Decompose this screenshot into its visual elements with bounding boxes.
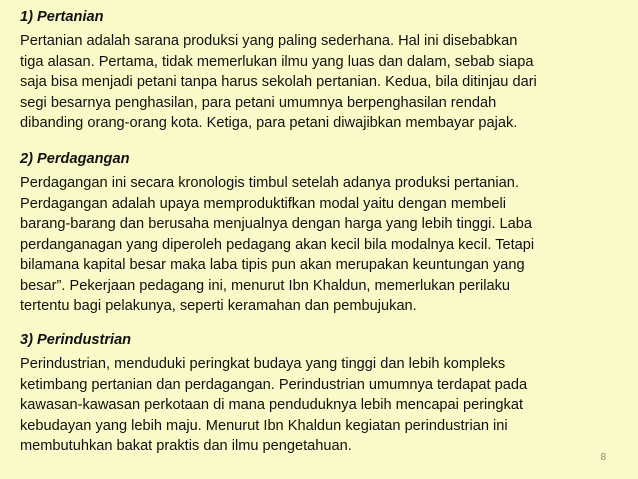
section-heading: 2) Perdagangan [20,151,130,167]
section-body: Perindustrian, menduduki peringkat budaya yang tinggi dan lebih kompleks ketimbang pertanian dan perdagangan. Perindustrian umumnya terdapat pada kawasan-kawasan perkotaan di mana penduduknya lebih mencapai peringkat kebudayan yang lebih maju. Menurut Ibn Khaldun kegiatan perindustrian ini membutuhkan bakat praktis dan ilmu pengetahuan. [20,356,528,454]
page-number: 8 [600,452,606,463]
section-heading: 1) Pertanian [20,9,104,25]
section-body: Perdagangan ini secara kronologis timbul setelah adanya produksi pertanian. Perdagangan adalah upaya memproduktifkan modal yaitu dengan membeli barang-barang dan berusaha menjualnya dengan harga yang lebih tinggi. Laba perdanganagan yang diperoleh pedagang akan kecil bila modalnya kecil. Tetapi bilamana kapital besar maka laba tipis pun akan merupakan keuntungan yang besar”. Pekerjaan pedagang ini, menurut Ibn Khaldun, memerlukan perilaku tertentu bagi pelakunya, seperti keramahan dan pembujukan. [20,175,535,314]
section-perindustrian [20,331,610,457]
section-body: Pertanian adalah sarana produksi yang paling sederhana. Hal ini disebabkan tiga alasan. Pertama, tidak memerlukan ilmu yang luas dan dalam, sebab siapa saja bisa menjadi petani tanpa harus sekolah pertanian. Kedua, bila ditinjau dari segi besarnya penghasilan, para petani umumnya berpenghasilan rendah dibanding orang-orang kota. Ketiga, para petani diwajibkan membayar pajak. [20,33,537,131]
section-pertanian [20,8,610,134]
section-heading: 3) Perindustrian [20,332,132,348]
section-perdagangan [20,150,610,317]
